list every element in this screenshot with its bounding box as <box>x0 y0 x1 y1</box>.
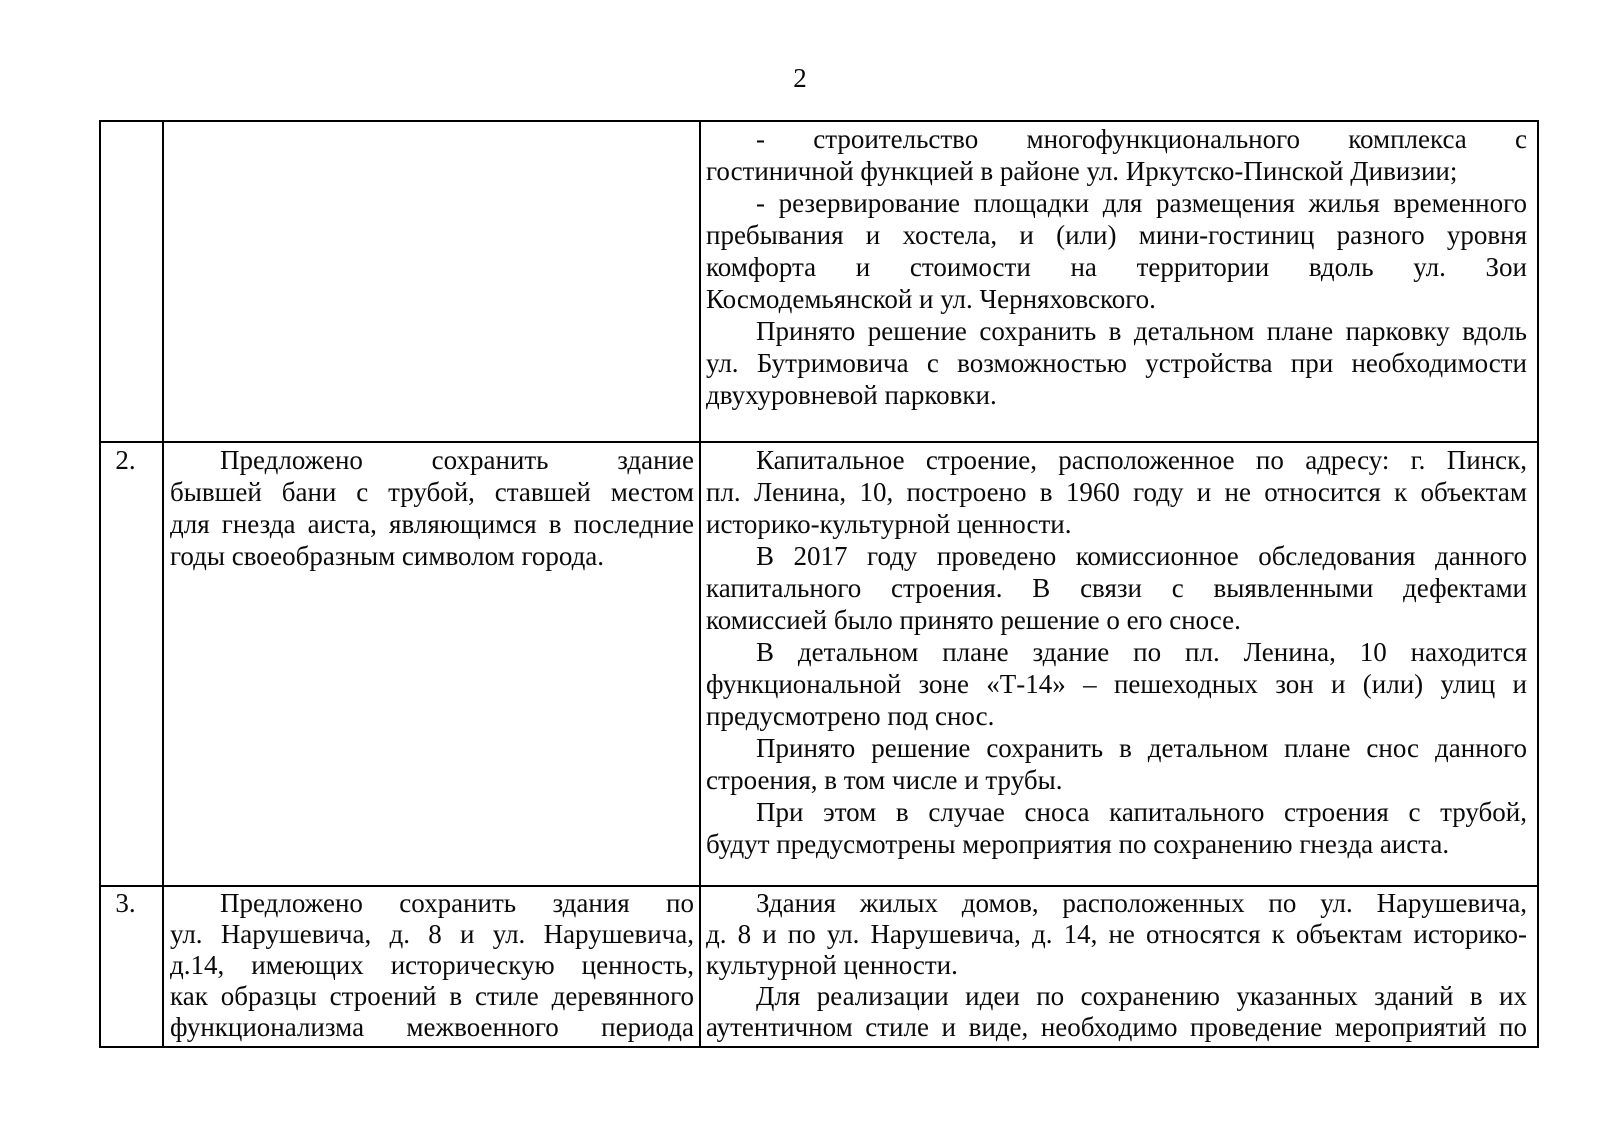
proposals-table <box>99 120 1539 1048</box>
response-cell <box>700 886 1538 1047</box>
text-line: Предложено сохранить здание <box>220 445 694 475</box>
paragraph <box>170 444 694 572</box>
text-line: д. 8 и по ул. Нарушевича, д. 14, не относятся к объектам историко- <box>706 919 1527 949</box>
text-line: строения, в том числе и трубы. <box>706 765 1063 795</box>
text-line: комиссией было принято решение о его сносе. <box>706 605 1241 635</box>
text-line: пребывания и хостела, и (или) мини-гостиниц разного уровня <box>706 220 1527 250</box>
text-line: годы своеобразным символом города. <box>170 541 605 571</box>
text-line: - резервирование площадки для размещения жилья временного <box>756 188 1527 218</box>
text-line: капитального строения. В связи с выявленными дефектами <box>706 573 1527 603</box>
text-line: В 2017 году проведено комиссионное обследования данного <box>756 541 1527 571</box>
text-line: комфорта и стоимости на территории вдоль ул. Зои <box>706 252 1527 282</box>
proposal-cell <box>163 121 700 442</box>
text-line: Принято решение сохранить в детальном плане снос данного <box>756 733 1527 763</box>
paragraph <box>706 981 1527 1043</box>
table-row <box>100 121 1538 442</box>
paragraph <box>706 732 1527 796</box>
paragraph <box>706 315 1527 411</box>
paragraph <box>706 540 1527 636</box>
text-line: ул. Бутримовича с возможностью устройства при необходимости <box>706 348 1527 378</box>
table-row <box>100 442 1538 886</box>
row-number-cell: 2. <box>100 442 163 886</box>
proposal-cell <box>163 886 700 1047</box>
row-number-cell <box>100 121 163 442</box>
paragraph <box>706 796 1527 860</box>
text-line: Космодемьянской и ул. Черняховского. <box>706 284 1156 314</box>
text-line: При этом в случае сноса капитального строения с трубой, <box>756 797 1527 827</box>
text-line: двухуровневой парковки. <box>706 380 997 410</box>
text-line: бывшей бани с трубой, ставшей местом <box>170 477 694 507</box>
text-line: Для реализации идеи по сохранению указанных зданий в их <box>756 981 1527 1011</box>
row-number-cell: 3. <box>100 886 163 1047</box>
text-line: Принято решение сохранить в детальном плане парковку вдоль <box>756 316 1527 346</box>
text-line: историко-культурной ценности. <box>706 509 1072 539</box>
table-row <box>100 886 1538 1047</box>
text-line: предусмотрено под снос. <box>706 701 995 731</box>
text-line: для гнезда аиста, являющимся в последние <box>170 509 694 539</box>
text-line: Здания жилых домов, расположенных по ул. Нарушевича, <box>756 888 1527 918</box>
proposal-cell <box>163 442 700 886</box>
page-number: 2 <box>793 63 807 93</box>
text-line: ул. Нарушевича, д. 8 и ул. Нарушевича, <box>170 919 694 949</box>
text-line: будут предусмотрены мероприятия по сохранению гнезда аиста. <box>706 829 1450 859</box>
paragraph <box>706 888 1527 981</box>
text-line: В детальном плане здание по пл. Ленина, 10 находится <box>756 637 1527 667</box>
text-line: гостиничной функцией в районе ул. Иркутско-Пинской Дивизии; <box>706 156 1458 186</box>
paragraph <box>706 636 1527 732</box>
response-cell <box>700 442 1538 886</box>
text-line: пл. Ленина, 10, построено в 1960 году и не относится к объектам <box>706 477 1527 507</box>
text-line: функциональной зоне «Т-14» – пешеходных зон и (или) улиц и <box>706 669 1527 699</box>
text-line: Предложено сохранить здания по <box>220 888 694 918</box>
text-line: аутентичном стиле и виде, необходимо проведение мероприятий по <box>706 1012 1527 1042</box>
text-line: функционализма межвоенного периода <box>170 1012 694 1042</box>
text-line: как образцы строений в стиле деревянного <box>170 981 694 1011</box>
text-line: Капитальное строение, расположенное по адресу: г. Пинск, <box>756 445 1527 475</box>
response-cell <box>700 121 1538 442</box>
paragraph <box>706 444 1527 540</box>
paragraph <box>706 187 1527 315</box>
paragraph <box>706 123 1527 187</box>
paragraph <box>170 888 694 1043</box>
text-line: д.14, имеющих историческую ценность, <box>170 950 694 980</box>
table-body <box>100 121 1538 1047</box>
text-line: - строительство многофункционального комплекса с <box>756 124 1527 154</box>
text-line: культурной ценности. <box>706 950 958 980</box>
